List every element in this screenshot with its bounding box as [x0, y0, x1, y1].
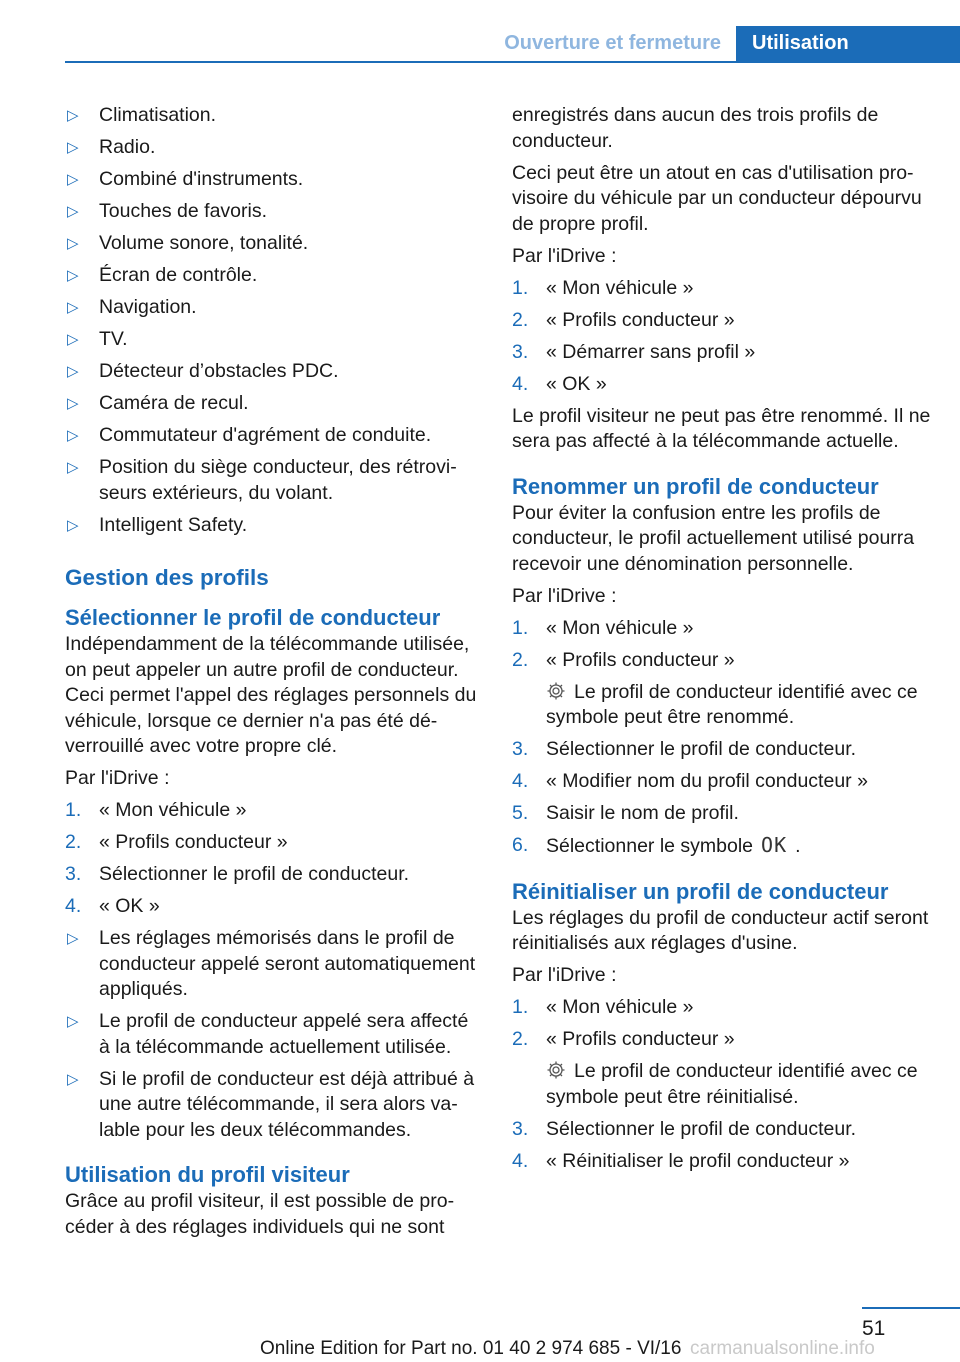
gear-icon	[546, 681, 566, 701]
step-number: 3.	[65, 863, 82, 885]
triangle-bullet-icon: ▷	[67, 299, 79, 316]
triangle-bullet-icon: ▷	[67, 139, 79, 156]
heading-rename-profile: Renommer un profil de conducteur	[512, 473, 879, 499]
list-item-text: « Mon véhicule »	[546, 276, 694, 299]
heading-profiles: Gestion des profils	[65, 565, 269, 590]
list-item	[65, 894, 481, 920]
list-item	[65, 199, 481, 225]
list-item	[65, 1009, 481, 1060]
list-item: 2. « Profils conducteur »	[512, 1028, 735, 1050]
select-steps	[65, 798, 481, 920]
list-item	[512, 372, 932, 398]
list-item: 3. Sélectionner le profil de conducteur.	[512, 738, 857, 760]
idrive-label: Par l'iDrive :	[512, 584, 617, 607]
triangle-bullet-icon: ▷	[67, 395, 79, 412]
list-item	[65, 830, 481, 856]
step-number: 3.	[512, 340, 529, 363]
list-item-text: Intelligent Safety.	[99, 513, 248, 536]
list-item-text: Écran de contrôle.	[99, 264, 258, 286]
triangle-bullet-icon: ▷	[67, 1013, 79, 1030]
list-item-text: Commutateur d'agrément de conduite.	[99, 424, 432, 446]
list-item	[65, 926, 481, 1003]
list-item	[65, 862, 481, 888]
list-item-text: Touches de favoris.	[99, 200, 268, 222]
heading-guest-profile: Utilisation du profil visiteur	[65, 1162, 350, 1187]
list-item	[65, 135, 481, 161]
list-item-text: « Profils conducteur »	[99, 831, 288, 853]
step-number: 4.	[512, 372, 529, 395]
step-number: 1.	[512, 276, 529, 299]
section-tab[interactable]: Ouverture et fermeture	[504, 32, 721, 54]
list-item	[65, 455, 481, 506]
list-item: 2. « Profils conducteur »	[512, 648, 735, 671]
reset-intro: Les réglages du profil de conducteur actif seront réinitialisés aux réglages d'usine.	[512, 906, 929, 954]
list-item	[65, 359, 481, 385]
rename-steps	[512, 616, 932, 860]
heading-select-profile: Sélectionner le profil de conducteur	[65, 605, 441, 630]
list-item-text: « Démarrer sans profil »	[546, 340, 756, 363]
list-item	[65, 391, 481, 417]
footer-rule	[862, 1307, 960, 1309]
triangle-bullet-icon: ▷	[67, 331, 79, 348]
page-header	[0, 26, 960, 62]
right-column	[512, 103, 932, 1181]
select-bullets	[65, 926, 481, 1143]
idrive-label: Par l'iDrive :	[512, 964, 617, 986]
list-item: 3. Sélectionner le profil de conducteur.	[512, 1117, 857, 1140]
list-item	[512, 276, 932, 302]
list-item-text: Radio.	[99, 136, 156, 158]
list-item-text: « Profils conducteur »	[546, 308, 735, 331]
ok-symbol: OK	[761, 833, 788, 857]
list-item	[65, 513, 481, 539]
list-item: 1. « Mon véhicule »	[512, 616, 694, 639]
header-rule	[65, 61, 960, 63]
left-column	[65, 103, 481, 1247]
list-item-text: Si le profil de conducteur est déjà attribué à une autre télécommande, il sera alors valable pour les deux télécommandes.	[99, 1067, 475, 1141]
list-item-text: Le profil de conducteur appelé sera affecté à la télécommande actuellement utilisée.	[99, 1010, 469, 1058]
edition-note: Online Edition for Part no. 01 40 2 974 685 - VI/16	[260, 1338, 682, 1359]
list-item-text: Climatisation.	[99, 104, 217, 126]
list-item	[65, 327, 481, 353]
list-item-text: Les réglages mémorisés dans le profil de conducteur appelé seront automatiquement appliqués.	[99, 927, 476, 1000]
list-item	[65, 1067, 481, 1144]
select-intro: Indépendamment de la télécommande utilisée, on peut appeler un autre profil de conducteur. Ceci permet l'appel des réglages personnels du véhicule, lorsque ce dernier n'a pas été déverrouillé avec votre propre clé.	[65, 633, 477, 757]
triangle-bullet-icon: ▷	[67, 107, 79, 124]
list-item-text: Volume sonore, tonalité.	[99, 232, 309, 254]
list-item: 5. Saisir le nom de profil.	[512, 802, 739, 824]
triangle-bullet-icon: ▷	[67, 930, 79, 947]
list-item-text: « OK »	[99, 895, 160, 917]
list-item-text: TV.	[99, 328, 128, 350]
feature-list	[65, 103, 481, 538]
gear-icon	[546, 1060, 566, 1080]
chapter-tab[interactable]: Utilisation	[736, 26, 960, 61]
triangle-bullet-icon: ▷	[67, 203, 79, 220]
list-item	[65, 798, 481, 824]
triangle-bullet-icon: ▷	[67, 1070, 79, 1088]
step-number: 4.	[65, 895, 82, 917]
list-item	[65, 423, 481, 449]
list-item	[65, 167, 481, 193]
page-number: 51	[862, 1317, 886, 1340]
list-item-text: « Mon véhicule »	[99, 799, 247, 821]
watermark: carmanualsonline.info	[690, 1338, 875, 1359]
rename-note: Le profil de conducteur identifié avec ce symbole peut être renommé.	[546, 680, 918, 728]
list-item-text: Position du siège conducteur, des rétroviseurs extérieurs, du volant.	[99, 456, 457, 504]
triangle-bullet-icon: ▷	[67, 516, 79, 534]
triangle-bullet-icon: ▷	[67, 267, 79, 284]
triangle-bullet-icon: ▷	[67, 235, 79, 252]
reset-steps	[512, 995, 932, 1174]
rename-intro: Pour éviter la confusion entre les profils de conducteur, le profil actuellement utilisé pourra recevoir une dénomination personnelle.	[512, 501, 915, 575]
list-item	[512, 340, 932, 366]
triangle-bullet-icon: ▷	[67, 363, 79, 380]
triangle-bullet-icon: ▷	[67, 427, 79, 444]
guest-note: Ceci peut être un atout en cas d'utilisation provisoire du véhicule par un conducteur dépourvu de propre profil.	[512, 161, 922, 235]
list-item	[65, 295, 481, 321]
list-item	[65, 231, 481, 257]
heading-reset-profile: Réinitialiser un profil de conducteur	[512, 878, 889, 904]
list-item-text: Caméra de recul.	[99, 392, 249, 414]
guest-text: Grâce au profil visiteur, il est possible de procéder à des réglages individuels qui ne sont	[65, 1190, 455, 1238]
list-item	[512, 308, 932, 334]
list-item-text: Détecteur d’obstacles PDC.	[99, 360, 339, 382]
reset-note: Le profil de conducteur identifié avec ce symbole peut être réinitialisé.	[546, 1060, 918, 1108]
list-item	[65, 263, 481, 289]
idrive-label: Par l'iDrive :	[65, 767, 170, 789]
list-item: 6. Sélectionner le symbole OK .	[512, 833, 801, 857]
step-number: 2.	[512, 308, 529, 331]
guest-continued: enregistrés dans aucun des trois profils de conducteur.	[512, 104, 879, 152]
list-item: 4. « Modifier nom du profil conducteur »	[512, 770, 868, 792]
idrive-label: Par l'iDrive :	[512, 244, 617, 267]
list-item-text: « OK »	[546, 372, 607, 395]
step-number: 2.	[65, 831, 82, 853]
list-item-text: Navigation.	[99, 296, 197, 318]
list-item	[65, 103, 481, 129]
triangle-bullet-icon: ▷	[67, 171, 79, 188]
list-item: 1. « Mon véhicule »	[512, 996, 694, 1018]
guest-end: Le profil visiteur ne peut pas être renommé. Il ne sera pas affecté à la télécommande actuelle.	[512, 404, 931, 452]
step-number: 1.	[65, 799, 82, 821]
list-item-text: Combiné d'instruments.	[99, 168, 304, 190]
list-item: 4. « Réinitialiser le profil conducteur »	[512, 1149, 850, 1172]
guest-steps	[512, 276, 932, 398]
list-item-text: Sélectionner le profil de conducteur.	[99, 863, 410, 885]
triangle-bullet-icon: ▷	[67, 459, 79, 476]
